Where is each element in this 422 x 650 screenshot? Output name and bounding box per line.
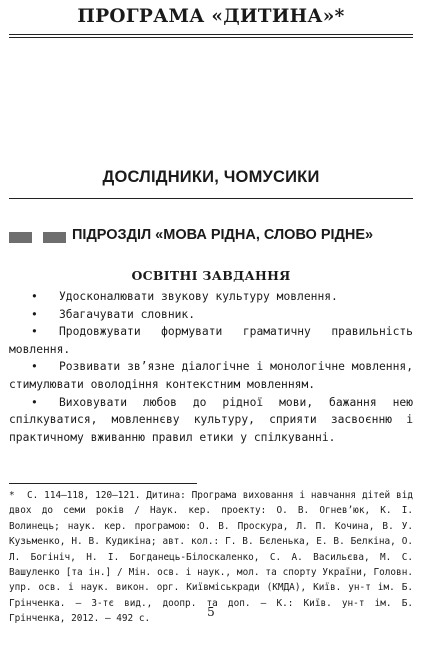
list-item xyxy=(9,306,413,324)
tasks-heading: ОСВІТНІ ЗАВДАННЯ xyxy=(131,268,291,283)
list-item xyxy=(9,358,413,393)
list-item-text: Продовжувати формувати граматичну правильність мовлення. xyxy=(9,325,413,356)
subsection-marker-bar xyxy=(9,232,32,243)
section-title: ДОСЛІДНИКИ, ЧОМУСИКИ xyxy=(102,168,320,186)
bullet-icon: • xyxy=(31,307,38,321)
page-number: 5 xyxy=(207,605,215,619)
subsection-marker-bar xyxy=(43,232,66,243)
list-item-text: Збагачувати словник. xyxy=(59,307,196,321)
bullet-icon: • xyxy=(31,290,38,303)
bullet-icon: • xyxy=(31,395,38,409)
section-rule xyxy=(9,198,413,199)
list-item-text: Виховувати любов до рідної мови, бажання нею спілкуватися, мовленнєву культуру, сприяти засвоєнню і практичному вживанню правил етики у спілкуванні. xyxy=(9,395,413,444)
bullet-icon: • xyxy=(31,360,38,374)
list-item-text: Удосконалювати звукову культуру мовлення. xyxy=(59,290,338,303)
tasks-list xyxy=(9,288,413,446)
list-item-text: Розвивати зв’язне діалогічне і монологічне мовлення, стимулювати оволодіння контекстним мовленням. xyxy=(9,360,413,391)
header-rule-thick xyxy=(9,37,413,38)
list-item xyxy=(9,394,413,447)
list-item xyxy=(9,323,413,358)
header-rule-thin xyxy=(9,34,413,35)
list-item xyxy=(9,288,413,306)
footnote-mark: * xyxy=(9,490,15,501)
page-header-title: ПРОГРАМА «ДИТИНА»* xyxy=(77,6,345,27)
footnote-text: С. 114–118, 120–121. Дитина: Програма виховання і навчання дітей від двох до семи років / Наук. кер. проекту: О. В. Огнев’юк, К. І. Волинець; наук. кер. програмою: О. В. Проскура, Л. П. Кочина, В. У. Кузьменко, Н. В. Кудикіна; авт. кол.: Г. В. Бєленька, Е. В. Белкіна, О. Л. Богініч, Н. І. Богданець-Білоскаленко, С. А. Васильєва, М. С. Вашуленко [та ін.] / Мін. осв. і наук., мол. та спорту України, Головн. упр. осв. і наук. викон. орг. Київміськради (КМДА), Київ. ун-т ім. Б. Грінченка. — 3-тє вид., доопр. та доп. — К.: Київ. ун-т ім. Б. Грінченка, 2012. — 492 с. xyxy=(9,490,413,625)
footnote-rule xyxy=(9,483,197,484)
subsection-title: ПІДРОЗДІЛ «МОВА РІДНА, СЛОВО РІДНЕ» xyxy=(72,227,374,243)
bullet-icon: • xyxy=(31,325,38,339)
